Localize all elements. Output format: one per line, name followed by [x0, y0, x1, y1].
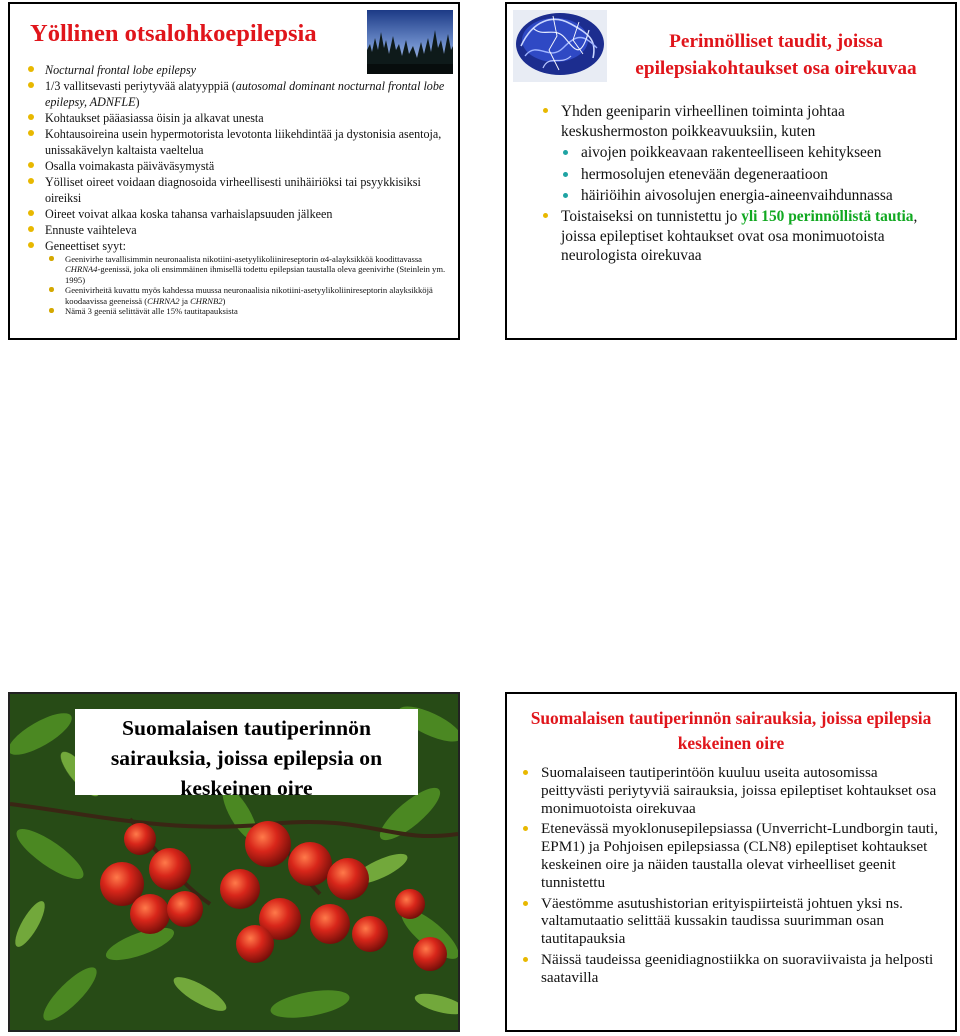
bullet-dot-icon: [563, 193, 568, 198]
bullet-text: 1/3 vallitsevasti periytyvää alatyyppiä (: [45, 79, 236, 93]
bullet-dot-icon: [523, 957, 528, 962]
bullet-dot-icon: [49, 256, 54, 261]
brain-scan-image: [513, 10, 607, 82]
bullet-dot-icon: [523, 826, 528, 831]
italic-text: CHRNB2: [190, 295, 223, 306]
bullet-text: Suomalaiseen tautiperintöön kuuluu useita autosomissa peittyvästi periytyviä sairauksia, joissa epileptiset kohtaukset osa monimuotoista oirekuvaa: [541, 764, 937, 817]
bullet-dot-icon: [28, 114, 34, 120]
bullet-dot-icon: [49, 287, 54, 292]
slide3-title-box: Suomalaisen tautiperinnön sairauksia, joissa epilepsia on keskeinen oire: [75, 709, 418, 795]
bullet-text: Yölliset oireet voidaan diagnosoida virheellisesti unihäiriöksi tai psyykkisiksi oireiksi: [45, 175, 421, 205]
sub-bullet-item: [541, 143, 941, 163]
bullet-item: [541, 207, 941, 266]
bullet-item: [27, 206, 455, 222]
highlight-text: yli 150 perinnöllistä tautia: [741, 207, 914, 225]
slide1-bullet-list: [27, 62, 455, 316]
italic-text: CHRNA4: [65, 264, 98, 275]
bullet-item: [521, 895, 941, 948]
bullet-text: , joissa epileptiset kohtaukset ovat osa monimuotoista neurologista oirekuvaa: [561, 207, 918, 265]
bullet-text: Geneettiset syyt:: [45, 239, 126, 253]
bullet-item: [27, 110, 455, 126]
bullet-item: [541, 102, 941, 141]
bullet-item: [27, 174, 455, 206]
bullet-text: Oireet voivat alkaa koska tahansa varhaislapsuuden jälkeen: [45, 207, 333, 221]
bullet-text: ja: [179, 295, 191, 306]
italic-text: Nocturnal frontal lobe epilepsy: [45, 63, 197, 77]
slide2-title: Perinnölliset taudit, joissa epilepsiakohtaukset osa oirekuvaa: [635, 31, 917, 79]
bullet-item: [521, 951, 941, 987]
slide-finnish-disease-heritage-title: [8, 692, 460, 1032]
bullet-dot-icon: [28, 82, 34, 88]
bullet-text: Etenevässä myoklonusepilepsiassa (Unverricht-Lundborgin tauti, EPM1) ja Pohjoisen epilepsiassa (CLN8) epileptiset kohtaukset keskeinen oire ja näiden taustalla olevat virheelliset geenit tunnistettu: [541, 820, 939, 891]
bullet-text: Yhden geeniparin virheellinen toiminta johtaa keskushermoston poikkeavuuksiin, kuten: [561, 103, 845, 140]
bullet-text: Näissä taudeissa geenidiagnostiikka on suoraviivaista ja helposti saatavilla: [541, 950, 934, 986]
bullet-dot-icon: [563, 150, 568, 155]
bullet-item: [27, 78, 455, 110]
bullet-item: [27, 158, 455, 174]
bullet-text: häiriöihin aivosolujen energia-aineenvaihdunnassa: [581, 187, 893, 205]
slide1-title: Yöllinen otsalohkoepilepsia: [30, 20, 317, 47]
bullet-text: -geenissä, joka oli ensimmäinen ihmisellä todettu epilepsian taustalla oleva geenivirhe (Steinlein ym. 1995): [65, 264, 446, 285]
sub-bullet-item: [27, 306, 455, 316]
slide4-bullet-list: [521, 764, 941, 990]
sub-bullet-item: [541, 165, 941, 185]
bullet-text: aivojen poikkeavaan rakenteelliseen kehitykseen: [581, 144, 882, 162]
bullet-item: [27, 238, 455, 254]
bullet-text: Väestömme asutushistorian erityispiirteistä johtuen yksi ns. valtamutaatio selittää kussakin taudissa suurimman osan tautitapauksia: [541, 894, 903, 948]
bullet-item: [27, 126, 455, 158]
bullet-dot-icon: [523, 770, 528, 775]
bullet-dot-icon: [28, 66, 34, 72]
bullet-item: [27, 222, 455, 238]
slide-nocturnal-frontal-lobe-epilepsy: [8, 2, 460, 340]
bullet-text: ): [222, 295, 226, 306]
bullet-text: Geenivirheitä kuvattu myös kahdessa muussa neuronaalisia nikotiini-asetyylikoliinireseptorin alayksikköjä koodaavissa geeneissä (: [65, 285, 433, 306]
bullet-item: [27, 62, 455, 78]
bullet-dot-icon: [523, 901, 528, 906]
italic-text: CHRNA2: [147, 295, 180, 306]
bullet-text: ): [135, 95, 140, 109]
italic-text: autosomal dominant nocturnal frontal lobe epilepsy, ADNFLE: [45, 79, 445, 109]
sub-bullet-item: [27, 254, 455, 285]
sub-bullet-item: [27, 285, 455, 306]
bullet-text: hermosolujen etenevään degeneraatioon: [581, 165, 828, 183]
bullet-item: [521, 820, 941, 891]
bullet-dot-icon: [543, 213, 548, 218]
bullet-text: Toistaiseksi on tunnistettu jo: [561, 207, 742, 225]
bullet-dot-icon: [28, 210, 34, 216]
bullet-dot-icon: [543, 108, 548, 113]
bullet-dot-icon: [28, 242, 34, 248]
bullet-dot-icon: [28, 178, 34, 184]
bullet-text: Kohtausoireina usein hypermotorista levotonta liikehdintää ja dystonisia asentoja, unissakävelyn kaltaista vaeltelua: [45, 127, 442, 157]
bullet-text: Nämä 3 geeniä selittävät alle 15% tautitapauksista: [65, 306, 238, 317]
bullet-text: Osalla voimakasta päiväväsymystä: [45, 159, 215, 173]
slide-hereditary-diseases: [505, 2, 957, 340]
bullet-dot-icon: [28, 226, 34, 232]
bullet-text: Geenivirhe tavallisimmin neuronaalista nikotiini-asetyylikoliinireseptorin α4-alayksikköä koodittavassa: [65, 254, 423, 264]
bullet-dot-icon: [28, 130, 34, 136]
bullet-text: Ennuste vaihteleva: [45, 223, 137, 237]
bullet-dot-icon: [28, 162, 34, 168]
slide-finnish-disease-heritage-details: [505, 692, 957, 1032]
bullet-item: [521, 764, 941, 817]
bullet-dot-icon: [563, 172, 568, 177]
bullet-text: Kohtaukset pääasiassa öisin ja alkavat unesta: [45, 111, 264, 125]
sub-bullet-item: [541, 186, 941, 206]
slide4-title: Suomalaisen tautiperinnön sairauksia, joissa epilepsia keskeinen oire: [530, 708, 932, 753]
slide2-bullet-list: [541, 102, 941, 267]
bullet-dot-icon: [49, 308, 54, 313]
